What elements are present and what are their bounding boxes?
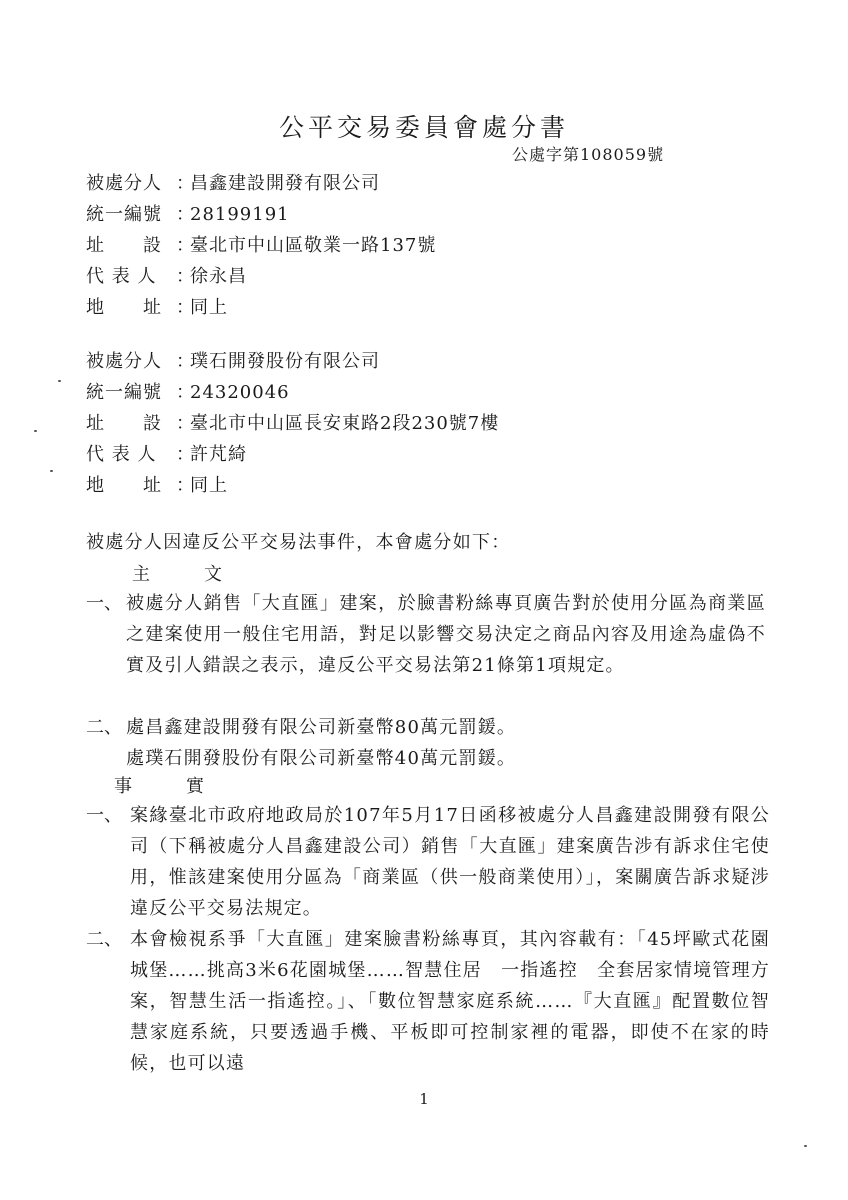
party-label: 代 表 人 [86,444,157,465]
intro-text: 被處分人因違反公平交易法事件，本會處分如下： [86,532,511,553]
scan-speck [804,1145,807,1147]
party-row: 址 設 ： 臺北市中山區長安東路2段230號7樓 [86,408,499,439]
party-row: 統一編號 ： 28199191 [86,199,436,230]
scan-speck [50,470,53,472]
party-row: 被處分人 ： 昌鑫建設開發有限公司 [86,168,436,199]
party-label: 地 址 [86,297,162,318]
party-row: 地 址 ： 同上 [86,292,436,323]
facts-heading: 事 實 [114,776,210,797]
main-item-2-continued [86,743,766,774]
party-label: 統一編號 [86,382,162,403]
fact-item-1 [86,800,770,924]
party-value: 昌鑫建設開發有限公司 [190,173,380,194]
item-text: 本會檢視系爭「大直匯」建案臉書粉絲專頁，其內容載有：「45坪歐式花園城堡……挑高3米6花園城堡……智慧住居 一指遙控 全套居家情境管理方案，智慧生活一指遙控。」、「數位智慧家庭系統……『大直匯』配置數位智慧家庭系統，只要透過手機、平板即可控制家裡的電器，即使不在家的時候，也可以遠 [130,929,770,1074]
party-row: 地 址 ： 同上 [86,470,499,501]
party-label: 統一編號 [86,204,162,225]
item-text: 被處分人銷售「大直匯」建案，於臉書粉絲專頁廣告對於使用分區為商業區之建案使用一般住宅用語，對足以影響交易決定之商品內容及用途為虛偽不實及引人錯誤之表示，違反公平交易法第21條第1項規定。 [126,593,766,676]
page-number: 1 [419,1090,429,1108]
item-number: 二、 [86,717,122,738]
party-label: 被處分人 [86,173,162,194]
party-label: 被處分人 [86,351,162,372]
party-value: 許芃綺 [190,444,247,465]
main-item-2 [86,712,766,743]
item-number: 一、 [86,805,122,826]
party-row: 代 表 人 ： 許芃綺 [86,439,499,470]
scan-speck [58,380,61,382]
party-value: 臺北市中山區敬業一路137號 [190,235,437,256]
main-heading: 主 文 [132,564,228,585]
document-title: 公平交易委員會處分書 [278,113,569,142]
party-row: 被處分人 ： 璞石開發股份有限公司 [86,346,499,377]
party-value: 徐永昌 [190,266,247,287]
party-label: 代 表 人 [86,266,157,287]
item-number: 二、 [86,929,122,950]
item-text: 處昌鑫建設開發有限公司新臺幣80萬元罰鍰。 [126,717,517,738]
party-row: 址 設 ： 臺北市中山區敬業一路137號 [86,230,436,261]
party-row: 代 表 人 ： 徐永昌 [86,261,436,292]
scan-speck [34,430,37,432]
party-label: 址 設 [86,413,162,434]
fact-item-2 [86,924,770,1079]
party-value: 璞石開發股份有限公司 [190,351,380,372]
main-item-1 [86,588,766,681]
party-label: 址 設 [86,235,162,256]
item-number: 一、 [86,593,122,614]
party-value: 28199191 [190,204,290,225]
party-row: 統一編號 ： 24320046 [86,377,499,408]
party-block-1 [86,168,436,323]
party-value: 同上 [190,297,228,318]
party-block-2 [86,346,499,501]
item-text: 案緣臺北市政府地政局於107年5月17日函移被處分人昌鑫建設開發有限公司（下稱被處分人昌鑫建設公司）銷售「大直匯」建案廣告涉有訴求住宅使用，惟該建案使用分區為「商業區（供一般商業使用）」，案關廣告訴求疑涉違反公平交易法規定。 [130,805,770,919]
item-text: 處璞石開發股份有限公司新臺幣40萬元罰鍰。 [126,748,517,769]
party-label: 地 址 [86,475,162,496]
party-value: 24320046 [190,382,290,403]
party-value: 同上 [190,475,228,496]
party-value: 臺北市中山區長安東路2段230號7樓 [190,413,500,434]
document-number: 公處字第108059號 [512,145,665,164]
